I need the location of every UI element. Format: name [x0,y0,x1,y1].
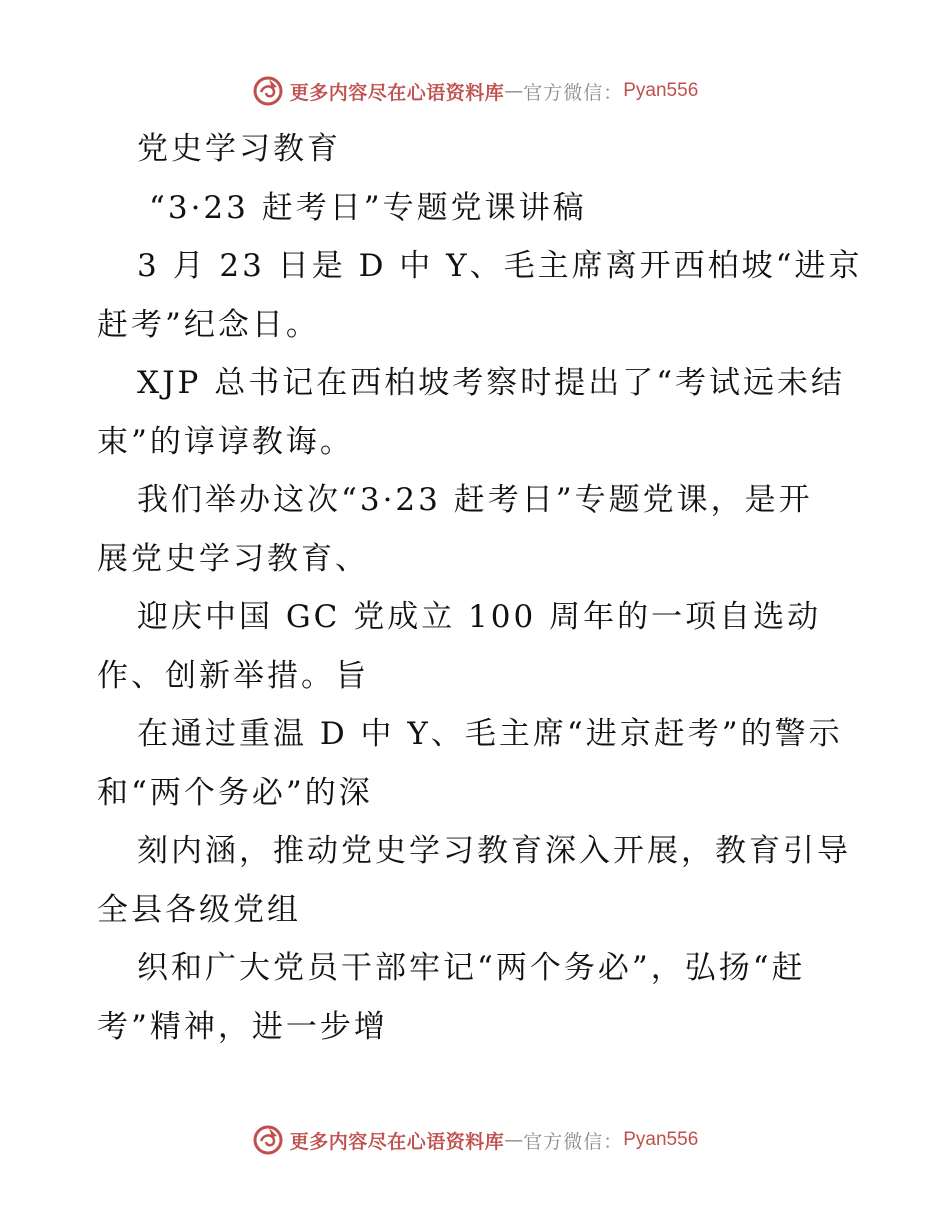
doc-line: 刻内涵，推动党史学习教育深入开展，教育引导 [137,833,851,869]
doc-line: 赶考”纪念日。 [97,306,320,343]
watermark-main-text: 更多内容尽在心语资料库 [289,81,505,104]
doc-line: 和“两个务必”的深 [97,774,373,811]
document-body [97,120,863,1056]
watermark-official-text: 官方微信： [523,81,624,104]
doc-line: 考”精神，进一步增 [97,1008,388,1045]
header-watermark [0,73,950,109]
watermark-separator: — [504,1129,524,1151]
doc-heading: 党史学习教育 [137,131,341,167]
swirl-logo-icon [252,1124,284,1156]
doc-line: 作、创新举措。旨 [97,657,369,694]
doc-line: 全县各级党组 [97,891,301,928]
watermark-main-text: 更多内容尽在心语资料库 [289,1130,505,1153]
doc-line: 束”的谆谆教诲。 [97,423,354,460]
doc-line: 织和广大党员干部牢记“两个务必”，弘扬“赶 [137,950,806,986]
watermark-official-text: 官方微信： [523,1130,624,1153]
doc-subtitle: “3·23 赶考日”专题党课讲稿 [149,189,587,226]
doc-line: 迎庆中国 GC 党成立 100 周年的一项自选动 [137,599,822,635]
doc-line: 在通过重温 D 中 Y、毛主席“进京赶考”的警示 [137,716,843,752]
doc-line: 我们举办这次“3·23 赶考日”专题党课，是开 [137,482,813,518]
swirl-logo-icon [252,75,284,107]
watermark-wechat-id: Pyan556 [623,1129,699,1150]
doc-line: 展党史学习教育、 [97,540,369,577]
watermark-wechat-id: Pyan556 [623,80,699,101]
doc-line: XJP 总书记在西柏坡考察时提出了“考试远未结 [137,365,846,401]
watermark-separator: — [504,80,524,102]
footer-watermark [0,1122,950,1158]
doc-line: 3 月 23 日是 D 中 Y、毛主席离开西柏坡“进京 [137,248,863,284]
